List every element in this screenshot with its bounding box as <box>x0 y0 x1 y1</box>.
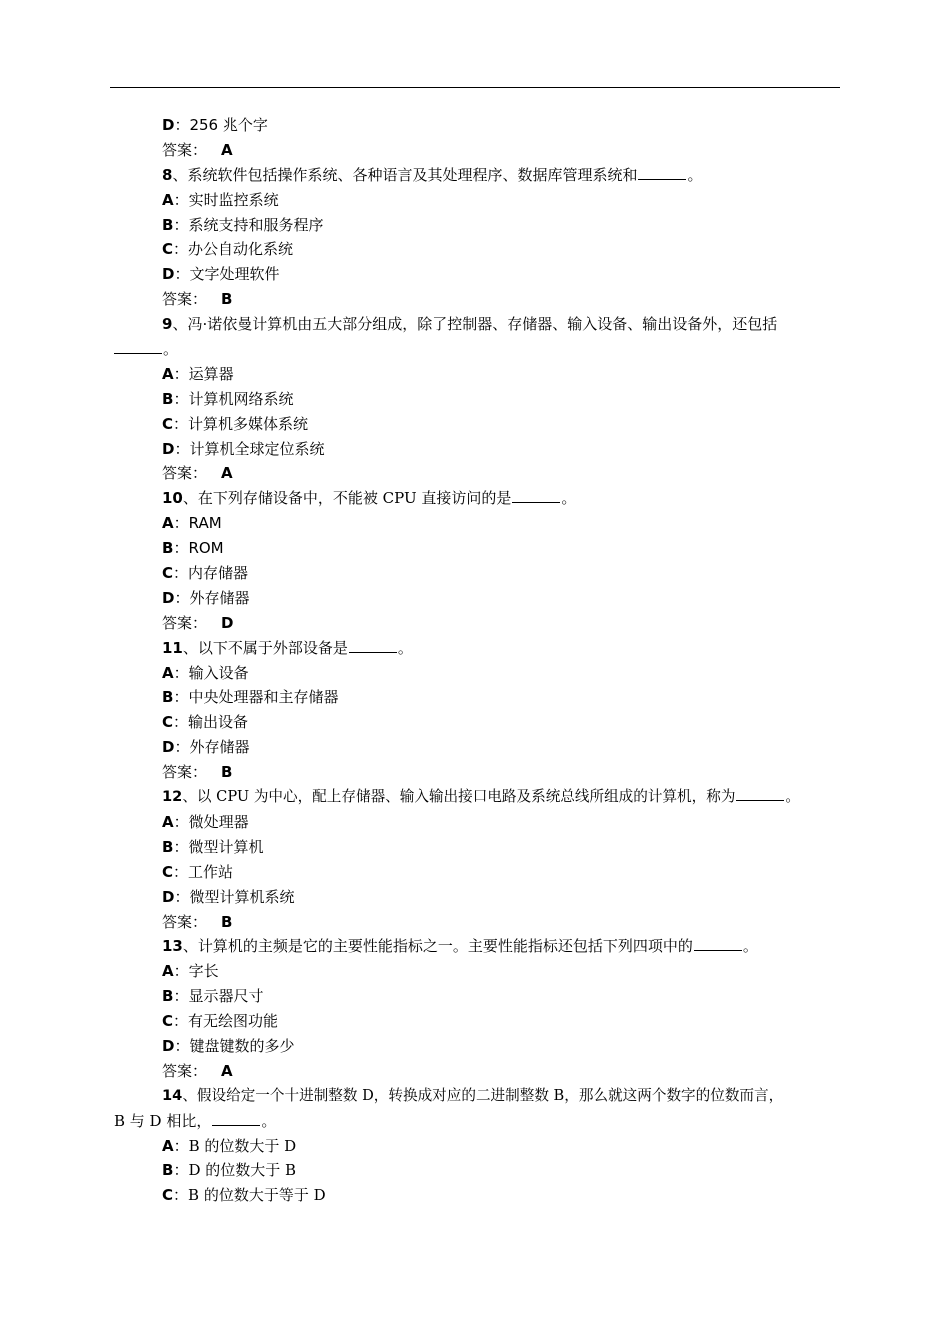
option-sep: ： <box>174 588 190 607</box>
option-line <box>0 860 950 885</box>
option-text: 输出设备 <box>188 713 249 732</box>
option-line <box>0 113 950 138</box>
option-letter: B <box>162 389 174 408</box>
option-letter: B <box>162 215 174 234</box>
question-text: 计算机的主频是它的主要性能指标之一。主要性能指标还包括下列四项中的 <box>197 937 693 956</box>
option-text: 计算机网络系统 <box>188 389 294 408</box>
option-sep: ： <box>174 887 190 906</box>
option-line <box>0 685 950 710</box>
question-13 <box>0 934 950 959</box>
question-9-continued <box>0 337 950 362</box>
question-number: 14 <box>162 1086 183 1104</box>
option-text: 输入设备 <box>188 663 249 682</box>
option-text: 计算机全球定位系统 <box>189 439 325 458</box>
option-line <box>0 188 950 213</box>
option-text: 显示器尺寸 <box>188 987 264 1006</box>
answer-label: 答案： <box>162 140 208 159</box>
option-text: 系统支持和服务程序 <box>188 215 324 234</box>
option-sep: ： <box>174 1036 190 1055</box>
option-letter: C <box>162 414 174 433</box>
option-line <box>0 1183 950 1208</box>
option-sep: ： <box>173 663 189 682</box>
answer-line <box>0 1059 950 1084</box>
option-text: RAM <box>188 514 222 533</box>
answer-value: A <box>221 464 233 483</box>
question-sep: 、 <box>172 165 188 184</box>
option-text: 运算器 <box>188 364 234 383</box>
option-text: 工作站 <box>188 862 234 881</box>
option-line <box>0 362 950 387</box>
answer-label: 答案： <box>162 290 208 309</box>
option-text: D 的位数大于 B <box>188 1161 297 1180</box>
answer-blank <box>349 638 397 653</box>
answer-label: 答案： <box>162 464 208 483</box>
option-line <box>0 710 950 735</box>
answer-line <box>0 910 950 935</box>
question-number: 13 <box>162 937 183 956</box>
answer-label: 答案： <box>162 613 208 632</box>
option-text: 256 兆个字 <box>189 116 268 134</box>
option-line <box>0 213 950 238</box>
answer-label: 答案： <box>162 912 208 931</box>
option-sep: ： <box>173 713 189 732</box>
option-letter: D <box>162 738 175 757</box>
question-number: 12 <box>162 788 183 806</box>
question-text: 在下列存储设备中，不能被 CPU 直接访问的是 <box>197 489 512 508</box>
option-sep: ： <box>173 1186 189 1205</box>
option-text: 微型计算机 <box>188 837 264 856</box>
option-line <box>0 437 950 462</box>
option-text: 实时监控系统 <box>188 190 279 209</box>
option-letter: D <box>162 887 175 906</box>
option-text: 微处理器 <box>188 812 249 831</box>
question-sep: 、 <box>182 489 198 508</box>
option-line <box>0 586 950 611</box>
answer-blank <box>694 936 742 951</box>
option-sep: ： <box>173 514 189 533</box>
question-number: 10 <box>162 489 183 508</box>
option-sep: ： <box>174 265 190 284</box>
option-sep: ： <box>173 862 189 881</box>
question-sep: 、 <box>182 788 197 806</box>
question-14 <box>0 1084 950 1109</box>
option-line <box>0 661 950 686</box>
option-letter: C <box>162 862 174 881</box>
answer-blank <box>212 1111 260 1126</box>
option-line <box>0 735 950 760</box>
question-text: 以 CPU 为中心，配上存储器、输入输出接口电路及系统总线所组成的计算机，称为 <box>196 788 736 806</box>
option-line <box>0 262 950 287</box>
question-text: 以下不属于外部设备是 <box>197 638 348 657</box>
option-sep: ： <box>174 439 190 458</box>
answer-value: D <box>221 613 234 632</box>
option-sep: ： <box>174 738 190 757</box>
option-letter: A <box>162 364 174 383</box>
option-sep: ： <box>173 414 189 433</box>
option-letter: C <box>162 713 174 732</box>
option-sep: ： <box>173 364 189 383</box>
question-9 <box>0 312 950 337</box>
option-line <box>0 959 950 984</box>
question-end: 。 <box>397 638 413 657</box>
option-sep: ： <box>173 215 189 234</box>
question-end: 。 <box>561 489 577 508</box>
option-letter: A <box>162 514 174 533</box>
answer-label: 答案： <box>162 1061 208 1080</box>
question-number: 8 <box>162 165 173 184</box>
option-letter: A <box>162 1136 174 1155</box>
option-letter: A <box>162 962 174 981</box>
option-letter: B <box>162 987 174 1006</box>
option-sep: ： <box>173 962 189 981</box>
question-text: 冯·诺依曼计算机由五大部分组成，除了控制器、存储器、输入设备、输出设备外，还包括 <box>187 315 778 334</box>
option-line <box>0 835 950 860</box>
option-line <box>0 1034 950 1059</box>
header-rule <box>110 87 840 88</box>
option-letter: D <box>162 1036 175 1055</box>
option-text: 外存储器 <box>189 588 250 607</box>
question-11 <box>0 636 950 661</box>
question-end: 。 <box>163 340 179 359</box>
answer-value: B <box>221 912 233 931</box>
question-number: 9 <box>162 315 173 334</box>
question-10 <box>0 486 950 511</box>
option-letter: B <box>162 688 174 707</box>
option-sep: ： <box>173 987 189 1006</box>
option-sep: ： <box>173 389 189 408</box>
answer-value: B <box>221 290 233 309</box>
option-sep: ： <box>173 240 189 259</box>
option-sep: ： <box>173 1012 189 1031</box>
answer-blank <box>512 488 560 503</box>
option-text: 微型计算机系统 <box>189 887 295 906</box>
option-letter: C <box>162 240 174 259</box>
option-text: ROM <box>188 539 224 558</box>
option-line <box>0 387 950 412</box>
question-sep: 、 <box>182 638 198 657</box>
answer-line <box>0 611 950 636</box>
question-number: 11 <box>162 638 183 657</box>
option-text: 办公自动化系统 <box>188 240 294 259</box>
option-sep: ： <box>173 1136 189 1155</box>
option-letter: A <box>162 663 174 682</box>
option-letter: B <box>162 539 174 558</box>
option-letter: D <box>162 588 175 607</box>
option-letter: C <box>162 1012 174 1031</box>
option-line <box>0 536 950 561</box>
answer-line <box>0 760 950 785</box>
option-letter: D <box>162 265 175 284</box>
option-line <box>0 561 950 586</box>
question-sep: 、 <box>182 1086 197 1104</box>
option-line <box>0 237 950 262</box>
option-text: 文字处理软件 <box>189 265 280 284</box>
option-text: B 的位数大于等于 D <box>188 1186 326 1205</box>
question-sep: 、 <box>182 937 198 956</box>
question-end: 。 <box>742 937 758 956</box>
option-letter: A <box>162 190 174 209</box>
option-text: 中央处理器和主存储器 <box>188 688 339 707</box>
answer-value: B <box>221 763 233 782</box>
answer-blank <box>638 165 686 180</box>
question-end: 。 <box>261 1111 277 1130</box>
option-text: 字长 <box>188 962 219 981</box>
question-end: 。 <box>785 788 801 806</box>
option-sep: ： <box>173 688 189 707</box>
option-text: 计算机多媒体系统 <box>188 414 309 433</box>
option-line <box>0 984 950 1009</box>
question-text: 假设给定一个十进制整数 D，转换成对应的二进制整数 B，那么就这两个数字的位数而言， <box>196 1086 784 1104</box>
answer-blank <box>114 339 162 354</box>
question-end: 。 <box>687 165 703 184</box>
answer-value: A <box>221 1061 233 1080</box>
option-text: 键盘键数的多少 <box>189 1036 295 1055</box>
option-sep: ： <box>173 837 189 856</box>
question-12 <box>0 785 950 810</box>
option-line <box>0 412 950 437</box>
option-letter: B <box>162 837 174 856</box>
option-sep: ： <box>174 116 190 134</box>
option-line <box>0 1134 950 1159</box>
option-sep: ： <box>173 564 189 583</box>
option-text: 外存储器 <box>189 738 250 757</box>
option-letter: D <box>162 439 175 458</box>
option-line <box>0 885 950 910</box>
option-line <box>0 1009 950 1034</box>
option-sep: ： <box>173 812 189 831</box>
option-letter: D <box>162 116 175 134</box>
question-14-continued <box>0 1109 950 1134</box>
option-letter: B <box>162 1161 174 1180</box>
option-sep: ： <box>173 539 189 558</box>
answer-line <box>0 287 950 312</box>
option-letter: C <box>162 1186 174 1205</box>
answer-line <box>0 138 950 163</box>
question-text: B 与 D 相比， <box>114 1111 212 1130</box>
answer-line <box>0 461 950 486</box>
question-sep: 、 <box>172 315 188 334</box>
answer-value: A <box>221 140 233 159</box>
option-text: 内存储器 <box>188 564 249 583</box>
option-line <box>0 810 950 835</box>
option-sep: ： <box>173 190 189 209</box>
option-letter: A <box>162 812 174 831</box>
answer-blank <box>736 786 784 801</box>
question-8 <box>0 163 950 188</box>
option-text: B 的位数大于 D <box>188 1136 297 1155</box>
option-line <box>0 511 950 536</box>
question-text: 系统软件包括操作系统、各种语言及其处理程序、数据库管理系统和 <box>187 165 638 184</box>
option-text: 有无绘图功能 <box>188 1012 279 1031</box>
document-body <box>0 113 950 1208</box>
answer-label: 答案： <box>162 763 208 782</box>
option-sep: ： <box>173 1161 189 1180</box>
option-line <box>0 1158 950 1183</box>
option-letter: C <box>162 564 174 583</box>
